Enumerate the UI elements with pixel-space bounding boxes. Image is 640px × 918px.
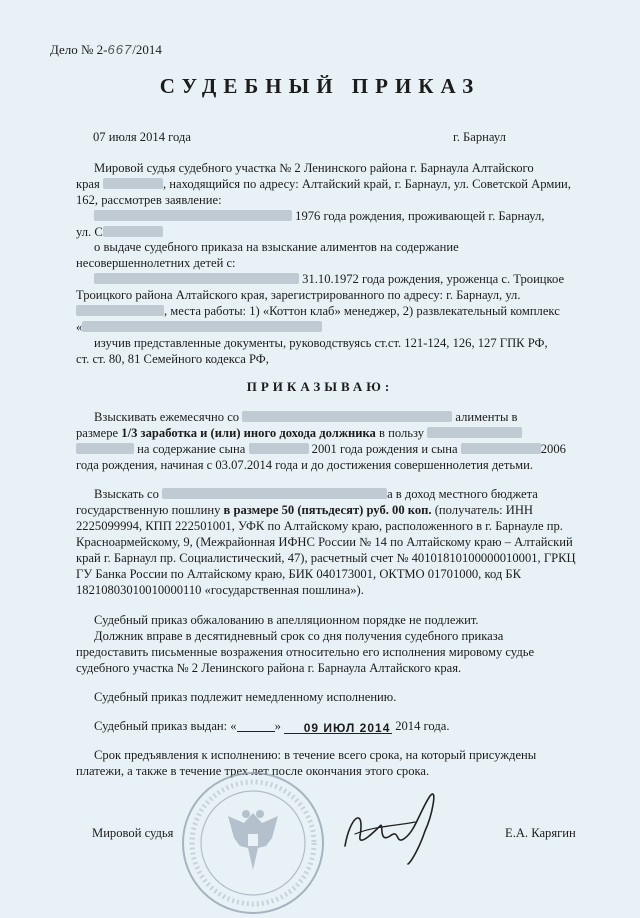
debtor-line-4: « [76,320,586,336]
official-seal [178,768,328,918]
redacted-text [103,226,163,237]
document-title: СУДЕБНЫЙ ПРИКАЗ [159,74,481,98]
term-line1: Срок предъявления к исполнению: в течение всего срока, на который присуждены [94,748,537,762]
document-date: 07 июля 2014 года [93,130,191,144]
debtor-line-2: Троицкого района Алтайского края, зарегистрированного по адресу: г. Барнаул, ул. [76,288,521,302]
redacted-text [427,427,522,438]
judge-name: Е.А. Карягин [505,826,576,840]
order2-line4: Красноармейскому, 9, (Межрайонная ИФНС России № 14 по Алтайскому краю – Алтайский [76,535,573,549]
redacted-text [242,411,452,422]
about-line: о выдаче судебного приказа на взыскание алиментов на содержание [94,240,459,254]
claimant-address-line: ул. С [76,225,586,241]
judge-signature [320,776,500,866]
redacted-text [94,273,299,284]
redacted-text [162,488,387,499]
case-number-handwritten: 667 [107,42,133,57]
term-line2: платежи, а также в течение трех лет после окончания этого срока. [76,764,430,778]
order2-line1: Взыскать со а в доход местного бюджета [94,487,538,501]
order2-line3: 2225099994, КПП 222501001, УФК по Алтайскому краю, расположенного в г. Барнауле пр. [76,519,563,533]
issued-day-blank [237,719,275,732]
redacted-text [82,321,322,332]
order1-line1: Взыскивать ежемесячно со алименты в [94,410,518,424]
order1-line3: на содержание сына 2001 года рождения и сына 2006 [76,442,586,458]
judge-label: Мировой судья [92,826,174,840]
execution-line: Судебный приказ подлежит немедленному исполнению. [94,690,397,704]
order2-line7: 18210803010010000110 «государственная пошлина»). [76,583,364,597]
intro-judge-line: Мировой судья судебного участка № 2 Ленинского района г. Барнаула Алтайского [94,161,534,175]
intro-judge-line-3: 162, рассмотрев заявление: [76,193,222,207]
intro-judge-line-2: края , находящийся по адресу: Алтайский край, г. Барнаул, ул. Советской Армии, [76,177,571,191]
order1-line4: года рождения, начиная с 03.07.2014 года и до достижения совершеннолетия детьми. [76,458,533,472]
eagle-emblem-icon [228,810,278,870]
debtor-line-3: , места работы: 1) «Коттон клаб» менеджер, 2) развлекательный комплекс [76,304,586,320]
redacted-text [76,305,164,316]
claimant-line: 1976 года рождения, проживающей г. Барнаул, [76,209,586,225]
case-number: Дело № 2-667/2014 [50,42,162,57]
about-line-2: несовершеннолетних детей с: [76,256,236,270]
appeal-line1: Судебный приказ обжалованию в апелляционном порядке не подлежит. [94,613,479,627]
redacted-text [94,210,292,221]
studied-line-2: ст. ст. 80, 81 Семейного кодекса РФ, [76,352,269,366]
debtor-line: 31.10.1972 года рождения, уроженца с. Троицкое [76,272,586,288]
redacted-text [103,178,163,189]
order-heading: ПРИКАЗЫВАЮ: [246,379,394,394]
issued-line: Судебный приказ выдан: « » 09 ИЮЛ 2014 2014 года. [94,719,450,735]
appeal-line2: Должник вправе в десятидневный срок со дня получения судебного приказа [94,629,504,643]
appeal-line4: судебного участка № 2 Ленинского района г. Барнаула Алтайского края. [76,661,462,675]
redacted-text [249,443,309,454]
order2-line5: край г. Барнаул пр. Социалистический, 47), расчетный счет № 40101810100000010001, ГРКЦ [76,551,576,565]
order2-line6: ГУ Банка России по Алтайскому краю, БИК 040173001, ОКТМО 01701000, код БК [76,567,522,581]
date-stamp: 09 ИЮЛ 2014 [303,721,391,735]
document-city: г. Барнаул [453,130,506,144]
studied-line: изучив представленные документы, руководствуясь ст.ст. 121-124, 126, 127 ГПК РФ, [94,336,548,350]
order1-line2: размере 1/3 заработка и (или) иного дохода должника в пользу [76,426,586,442]
issued-month-blank [284,721,392,734]
order2-line2: государственную пошлину в размере 50 (пятьдесят) руб. 00 коп. (получатель: ИНН [76,503,534,517]
appeal-line3: предоставить письменные возражения относительно его исполнения мировому судье [76,645,535,659]
redacted-text [461,443,541,454]
redacted-text [76,443,134,454]
